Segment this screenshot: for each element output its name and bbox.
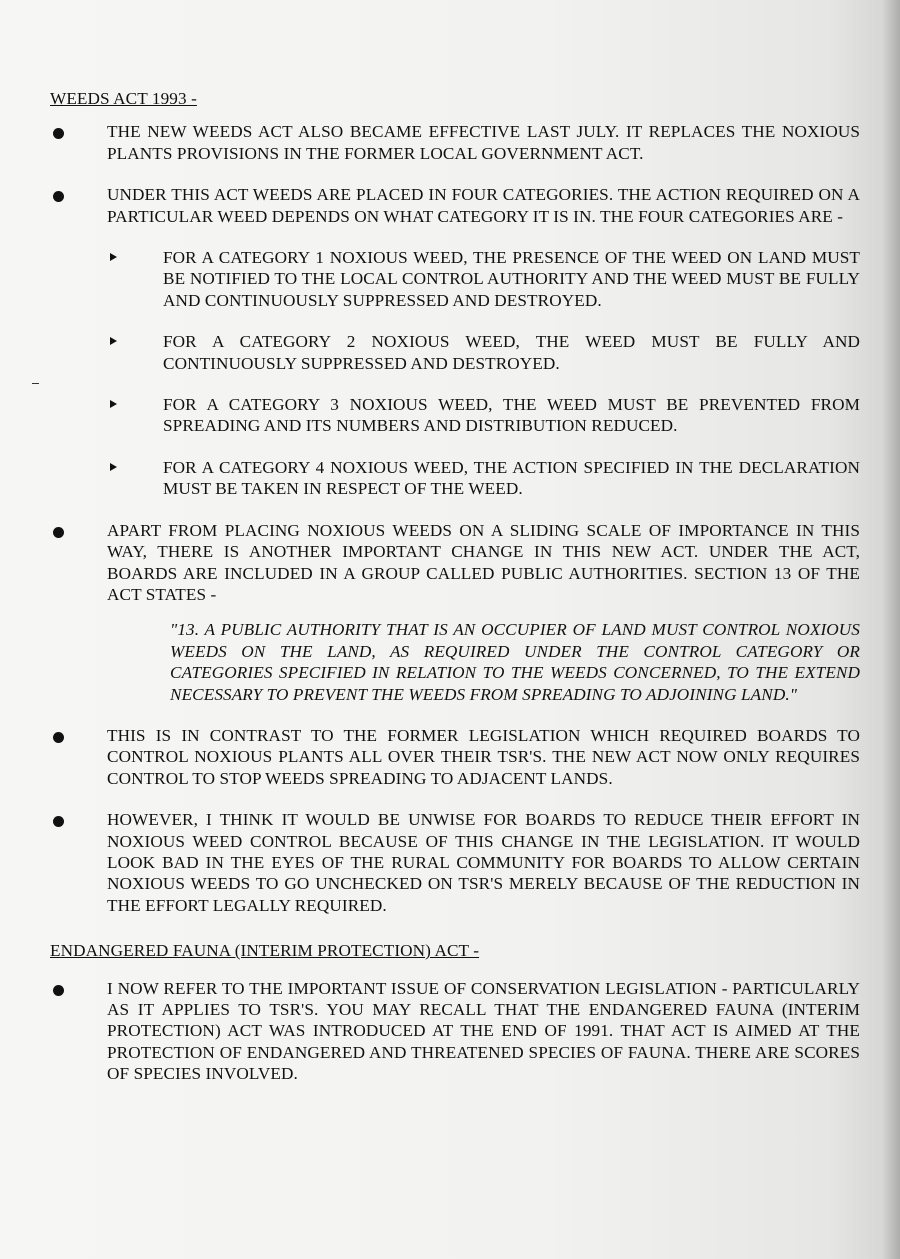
- sub-bullet-item: [50, 247, 860, 311]
- bullet-item: [50, 121, 860, 164]
- sub-bullet-text: FOR A CATEGORY 1 NOXIOUS WEED, THE PRESENCE OF THE WEED ON LAND MUST BE NOTIFIED TO THE LOCAL CONTROL AUTHORITY AND THE WEED MUST BE FULLY AND CONTINUOUSLY SUPPRESSED AND DESTROYED.: [163, 248, 860, 310]
- sub-bullet-text: FOR A CATEGORY 4 NOXIOUS WEED, THE ACTION SPECIFIED IN THE DECLARATION MUST BE TAKEN IN RESPECT OF THE WEED.: [163, 457, 860, 499]
- section-heading-weeds-act: WEEDS ACT 1993 -: [50, 89, 197, 108]
- bullet-text: THE NEW WEEDS ACT ALSO BECAME EFFECTIVE LAST JULY. IT REPLACES THE NOXIOUS PLANTS PROVISIONS IN THE FORMER LOCAL GOVERNMENT ACT.: [107, 122, 860, 163]
- bullet-item: [50, 978, 860, 1085]
- bullet-dot-icon: [53, 191, 64, 202]
- sub-bullet-item: [50, 394, 860, 437]
- bullet-item: [50, 184, 860, 227]
- bullet-dot-icon: [53, 128, 64, 139]
- bullet-item: [50, 520, 860, 606]
- bullet-item: [50, 725, 860, 789]
- bullet-dot-icon: [53, 732, 64, 743]
- triangle-bullet-icon: [110, 337, 117, 345]
- bullet-dot-icon: [53, 816, 64, 827]
- section-heading-endangered-fauna: ENDANGERED FAUNA (INTERIM PROTECTION) ACT -: [50, 941, 480, 961]
- sub-bullet-item: [50, 331, 860, 374]
- document-body: [50, 88, 860, 1105]
- bullet-text: UNDER THIS ACT WEEDS ARE PLACED IN FOUR CATEGORIES. THE ACTION REQUIRED ON A PARTICULAR WEED DEPENDS ON WHAT CATEGORY IT IS IN. THE FOUR CATEGORIES ARE -: [107, 185, 860, 226]
- bullet-dot-icon: [53, 985, 64, 996]
- sub-bullet-item: [50, 457, 860, 500]
- triangle-bullet-icon: [110, 253, 117, 261]
- section-13-quote: "13. A PUBLIC AUTHORITY THAT IS AN OCCUPIER OF LAND MUST CONTROL NOXIOUS WEEDS ON THE LAND, AS REQUIRED UNDER THE CONTROL CATEGORY OR CATEGORIES SPECIFIED IN RELATION TO THE WEEDS CONCERNED, TO THE EXTEND NECESSARY TO PREVENT THE WEEDS FROM SPREADING TO ADJOINING LAND.": [170, 620, 860, 704]
- page-edge-shadow: [882, 0, 900, 1259]
- bullet-text: THIS IS IN CONTRAST TO THE FORMER LEGISLATION WHICH REQUIRED BOARDS TO CONTROL NOXIOUS PLANTS ALL OVER THEIR TSR'S. THE NEW ACT NOW ONLY REQUIRES CONTROL TO STOP WEEDS SPREADING TO ADJACENT LANDS.: [107, 725, 860, 788]
- stray-mark: [32, 383, 39, 384]
- sub-bullet-text: FOR A CATEGORY 2 NOXIOUS WEED, THE WEED MUST BE FULLY AND CONTINUOUSLY SUPPRESSED AND DESTROYED.: [163, 332, 860, 373]
- bullet-text: I NOW REFER TO THE IMPORTANT ISSUE OF CONSERVATION LEGISLATION - PARTICULARLY AS IT APPLIES TO TSR'S. YOU MAY RECALL THAT THE ENDANGERED FAUNA (INTERIM PROTECTION) ACT WAS INTRODUCED AT THE END OF 1991. THAT ACT IS AIMED AT THE PROTECTION OF ENDANGERED AND THREATENED SPECIES OF FAUNA. THERE ARE SCORES OF SPECIES INVOLVED.: [107, 978, 860, 1084]
- sub-bullet-text: FOR A CATEGORY 3 NOXIOUS WEED, THE WEED MUST BE PREVENTED FROM SPREADING AND ITS NUMBERS AND DISTRIBUTION REDUCED.: [163, 395, 860, 436]
- bullet-text: HOWEVER, I THINK IT WOULD BE UNWISE FOR BOARDS TO REDUCE THEIR EFFORT IN NOXIOUS WEED CONTROL BECAUSE OF THIS CHANGE IN THE LEGISLATION. IT WOULD LOOK BAD IN THE EYES OF THE RURAL COMMUNITY FOR BOARDS TO ALLOW CERTAIN NOXIOUS WEEDS TO GO UNCHECKED ON TSR'S MERELY BECAUSE OF THE REDUCTION IN THE EFFORT LEGALLY REQUIRED.: [107, 810, 860, 915]
- bullet-dot-icon: [53, 527, 64, 538]
- triangle-bullet-icon: [110, 463, 117, 471]
- bullet-text: APART FROM PLACING NOXIOUS WEEDS ON A SLIDING SCALE OF IMPORTANCE IN THIS WAY, THERE IS ANOTHER IMPORTANT CHANGE IN THIS NEW ACT. UNDER THE ACT, BOARDS ARE INCLUDED IN A GROUP CALLED PUBLIC AUTHORITIES. SECTION 13 OF THE ACT STATES -: [107, 520, 860, 604]
- bullet-item: [50, 809, 860, 916]
- triangle-bullet-icon: [110, 400, 117, 408]
